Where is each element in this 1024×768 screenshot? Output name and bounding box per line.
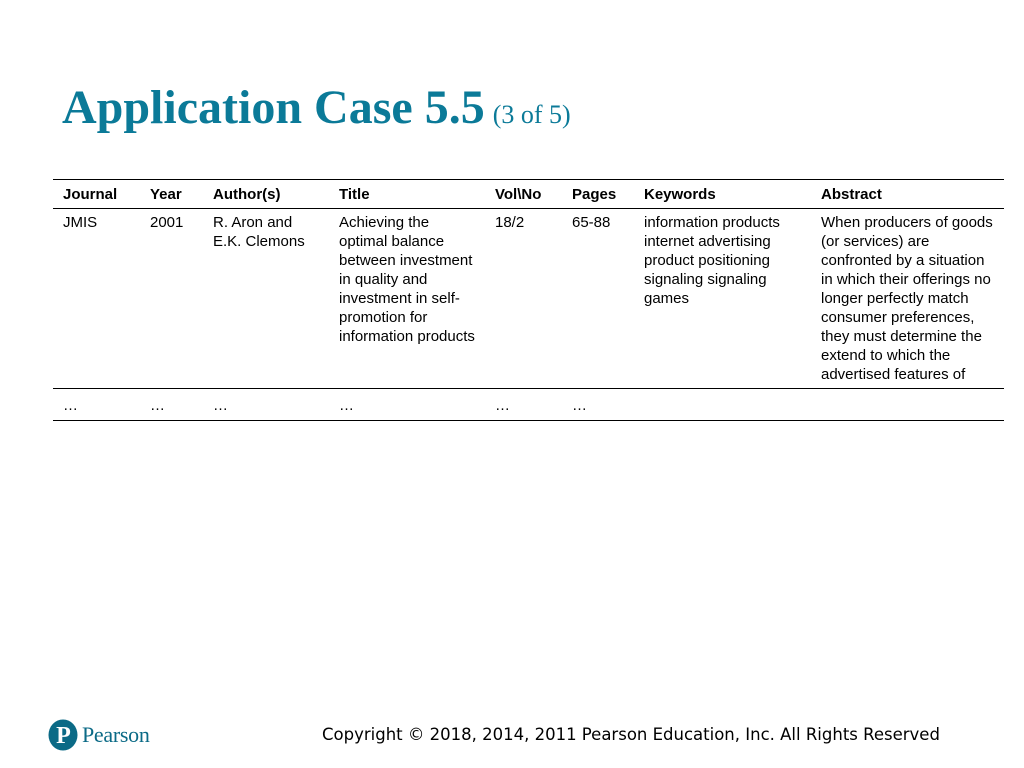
cell-abstract: When producers of goods (or services) are confronted by a situation in which their offerings no longer perfectly match consumer preferences, they must determine the extend to which the advertised features of: [811, 209, 1004, 389]
application-case-table: [53, 179, 1004, 421]
cell-vol-no: …: [485, 389, 562, 421]
header-journal: Journal: [53, 180, 140, 209]
cell-year: …: [140, 389, 203, 421]
pearson-logo: [48, 719, 150, 751]
table-row: [53, 209, 1004, 389]
copyright-notice: Copyright © 2018, 2014, 2011 Pearson Education, Inc. All Rights Reserved: [322, 725, 940, 744]
svg-text:P: P: [56, 723, 71, 749]
header-title: Title: [329, 180, 485, 209]
table-header-row: [53, 180, 1004, 209]
slide-title-main: Application Case 5.5: [62, 81, 485, 134]
cell-journal: …: [53, 389, 140, 421]
header-year: Year: [140, 180, 203, 209]
cell-title: …: [329, 389, 485, 421]
header-abstract: Abstract: [811, 180, 1004, 209]
cell-vol-no: 18/2: [485, 209, 562, 389]
cell-keywords: information products internet advertising product positioning signaling signaling games: [634, 209, 811, 389]
header-vol-no: Vol\No: [485, 180, 562, 209]
pearson-logo-icon: [48, 719, 78, 751]
cell-pages: …: [562, 389, 634, 421]
slide-title: [62, 81, 571, 134]
cell-abstract: [811, 389, 1004, 421]
cell-pages: 65-88: [562, 209, 634, 389]
cell-title: Achieving the optimal balance between investment in quality and investment in self-promotion for information products: [329, 209, 485, 389]
table-row: [53, 389, 1004, 421]
header-keywords: Keywords: [634, 180, 811, 209]
header-authors: Author(s): [203, 180, 329, 209]
header-pages: Pages: [562, 180, 634, 209]
cell-authors: …: [203, 389, 329, 421]
slide-title-sub: (3 of 5): [492, 100, 571, 129]
cell-year: 2001: [140, 209, 203, 389]
pearson-logo-text: Pearson: [82, 722, 150, 747]
cell-authors: R. Aron and E.K. Clemons: [203, 209, 329, 389]
cell-journal: JMIS: [53, 209, 140, 389]
cell-keywords: [634, 389, 811, 421]
